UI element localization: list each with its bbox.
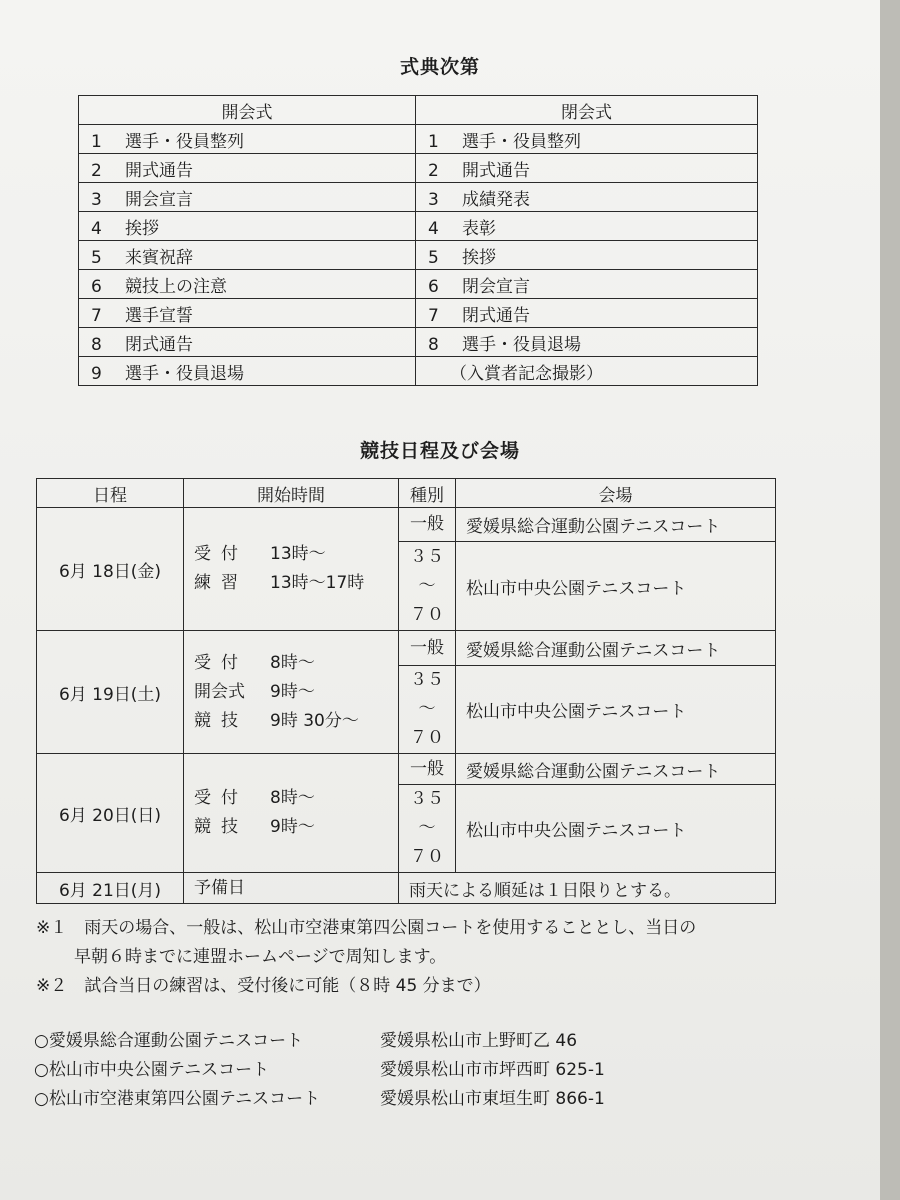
- opening-item: [79, 183, 416, 212]
- kind-general: 一般: [399, 508, 456, 542]
- opening-item: [79, 241, 416, 270]
- venue-name: ○松山市空港東第四公園テニスコート: [34, 1089, 321, 1109]
- closing-item: [416, 154, 758, 183]
- item-text: 開会宣言: [125, 189, 193, 210]
- day-start-times: [184, 631, 399, 754]
- reserve-row: [37, 873, 776, 904]
- opening-item: [79, 125, 416, 154]
- kind-general: 一般: [399, 754, 456, 785]
- venue-age-group: 松山市中央公園テニスコート: [456, 542, 776, 631]
- schedule-row: [37, 508, 776, 542]
- age-line: 〜: [418, 575, 436, 596]
- item-text: 選手・役員退場: [125, 363, 244, 384]
- item-text: 成績発表: [462, 189, 530, 210]
- item-text: 閉会宣言: [462, 276, 530, 297]
- day-start-times: [184, 508, 399, 631]
- ceremony-row: [79, 299, 758, 328]
- time-line: [194, 678, 398, 707]
- time-line: [194, 540, 398, 569]
- item-text: 来賓祝辞: [125, 247, 193, 268]
- closing-item: [416, 328, 758, 357]
- item-number: 6: [428, 276, 439, 297]
- item-text: 閉式通告: [462, 305, 530, 326]
- item-text: 開式通告: [125, 160, 193, 181]
- venue-address: 愛媛県松山市東垣生町 866-1: [380, 1089, 605, 1109]
- item-number: 5: [91, 247, 102, 268]
- item-text: 選手・役員整列: [125, 131, 244, 152]
- day-date: 6月 20日(日): [37, 754, 184, 873]
- schedule-row: [37, 754, 776, 785]
- venue-name: ○松山市中央公園テニスコート: [34, 1060, 270, 1080]
- age-line: ３５: [410, 789, 444, 809]
- closing-item: [416, 270, 758, 299]
- item-number: 1: [428, 131, 439, 152]
- schedule-title: 競技日程及び会場: [359, 440, 520, 462]
- age-line: ７０: [410, 847, 444, 867]
- time-line: [194, 569, 398, 598]
- venue-age-group: 松山市中央公園テニスコート: [456, 666, 776, 754]
- reserve-note: 雨天による順延は１日限りとする。: [399, 873, 776, 904]
- header-kind: 種別: [399, 479, 456, 508]
- venue-address: 愛媛県松山市市坪西町 625-1: [380, 1060, 605, 1080]
- item-text: 開式通告: [462, 160, 530, 181]
- header-date: 日程: [37, 479, 184, 508]
- ceremony-row: [79, 328, 758, 357]
- item-text: 閉式通告: [125, 334, 193, 355]
- item-number: 4: [91, 218, 102, 239]
- age-line: ３５: [410, 670, 444, 690]
- schedule-row: [37, 631, 776, 666]
- schedule-table: [36, 478, 776, 904]
- item-number: 1: [91, 131, 102, 152]
- age-line: ７０: [410, 728, 444, 748]
- item-number: 7: [428, 305, 439, 326]
- address-row: [34, 1027, 605, 1056]
- venue-name: ○愛媛県総合運動公園テニスコート: [34, 1031, 304, 1051]
- item-text: 挨拶: [462, 247, 496, 268]
- note-line: ※１ 雨天の場合、一般は、松山市空港東第四公園コートを使用することとし、当日の: [36, 918, 697, 938]
- item-number: 8: [428, 334, 439, 355]
- closing-item: [416, 183, 758, 212]
- ceremony-row: [79, 241, 758, 270]
- age-line: 〜: [418, 818, 436, 838]
- time-label: 練習: [194, 573, 248, 593]
- closing-note: （入賞者記念撮影）: [416, 357, 758, 386]
- ceremony-row: [79, 270, 758, 299]
- item-number: 4: [428, 218, 439, 239]
- kind-general: 一般: [399, 631, 456, 666]
- time-label: 受付: [194, 544, 248, 564]
- item-number: 9: [91, 363, 102, 384]
- age-line: 〜: [418, 699, 436, 719]
- age-line: ３５: [410, 546, 444, 567]
- time-value: 13時〜: [270, 544, 326, 564]
- opening-header: 開会式: [79, 96, 416, 125]
- time-line: [194, 813, 398, 842]
- kind-age-group: [399, 785, 456, 873]
- item-number: 8: [91, 334, 102, 355]
- header-venue: 会場: [456, 479, 776, 508]
- time-value: 13時〜17時: [270, 573, 365, 593]
- ceremony-row: [79, 357, 758, 386]
- address-row: [34, 1056, 605, 1085]
- reserve-label: 予備日: [184, 873, 399, 904]
- time-value: 8時〜: [270, 652, 315, 673]
- opening-item: [79, 212, 416, 241]
- time-line: [194, 649, 398, 678]
- note-line: ※２ 試合当日の練習は、受付後に可能（８時 45 分まで）: [36, 976, 491, 996]
- time-line: [194, 784, 398, 813]
- day-date: 6月 19日(土): [37, 631, 184, 754]
- item-text: 挨拶: [125, 218, 159, 239]
- note-line: 早朝６時までに連盟ホームページで周知します。: [74, 947, 447, 967]
- venue-general: 愛媛県総合運動公園テニスコート: [456, 631, 776, 666]
- item-text: 競技上の注意: [125, 276, 227, 297]
- opening-item: [79, 328, 416, 357]
- notes: [36, 914, 696, 1001]
- item-number: 2: [428, 160, 439, 181]
- age-line: ７０: [410, 604, 444, 625]
- item-number: 3: [91, 189, 102, 210]
- venue-age-group: 松山市中央公園テニスコート: [456, 785, 776, 873]
- day-start-times: [184, 754, 399, 873]
- ceremony-row: [79, 125, 758, 154]
- venue-address: 愛媛県松山市上野町乙 46: [380, 1031, 578, 1051]
- ceremony-title: 式典次第: [399, 56, 480, 78]
- item-number: 5: [428, 247, 439, 268]
- closing-item: [416, 212, 758, 241]
- item-number: 6: [91, 276, 102, 297]
- time-value: 9時〜: [270, 817, 315, 837]
- day-date: 6月 18日(金): [37, 508, 184, 631]
- venue-general: 愛媛県総合運動公園テニスコート: [456, 508, 776, 542]
- reserve-date: 6月 21日(月): [37, 873, 184, 904]
- kind-age-group: [399, 666, 456, 754]
- time-line: [194, 707, 398, 736]
- opening-item: [79, 270, 416, 299]
- time-label: 受付: [194, 652, 248, 673]
- closing-header: 閉会式: [416, 96, 758, 125]
- item-text: 選手・役員整列: [462, 131, 581, 152]
- time-label: 受付: [194, 788, 248, 808]
- time-value: 9時 30分〜: [270, 710, 359, 731]
- time-label: 競技: [194, 710, 248, 731]
- item-number: 3: [428, 189, 439, 210]
- item-text: 選手・役員退場: [462, 334, 581, 355]
- ceremony-row: [79, 183, 758, 212]
- address-row: [34, 1085, 605, 1114]
- header-start-time: 開始時間: [184, 479, 399, 508]
- ceremony-row: [79, 212, 758, 241]
- ceremony-row: [79, 154, 758, 183]
- venue-general: 愛媛県総合運動公園テニスコート: [456, 754, 776, 785]
- ceremony-table: [78, 95, 758, 386]
- time-value: 9時〜: [270, 681, 315, 702]
- time-label: 開会式: [194, 681, 245, 702]
- time-label: 競技: [194, 817, 248, 837]
- kind-age-group: [399, 542, 456, 631]
- opening-item: [79, 299, 416, 328]
- closing-item: [416, 125, 758, 154]
- venue-addresses: [34, 1027, 605, 1114]
- time-value: 8時〜: [270, 788, 315, 808]
- desk-background: [880, 0, 900, 1200]
- opening-item: [79, 357, 416, 386]
- closing-item: [416, 299, 758, 328]
- item-number: 7: [91, 305, 102, 326]
- item-number: 2: [91, 160, 102, 181]
- opening-item: [79, 154, 416, 183]
- closing-item: [416, 241, 758, 270]
- item-text: 選手宣誓: [125, 305, 193, 326]
- item-text: 表彰: [462, 218, 496, 239]
